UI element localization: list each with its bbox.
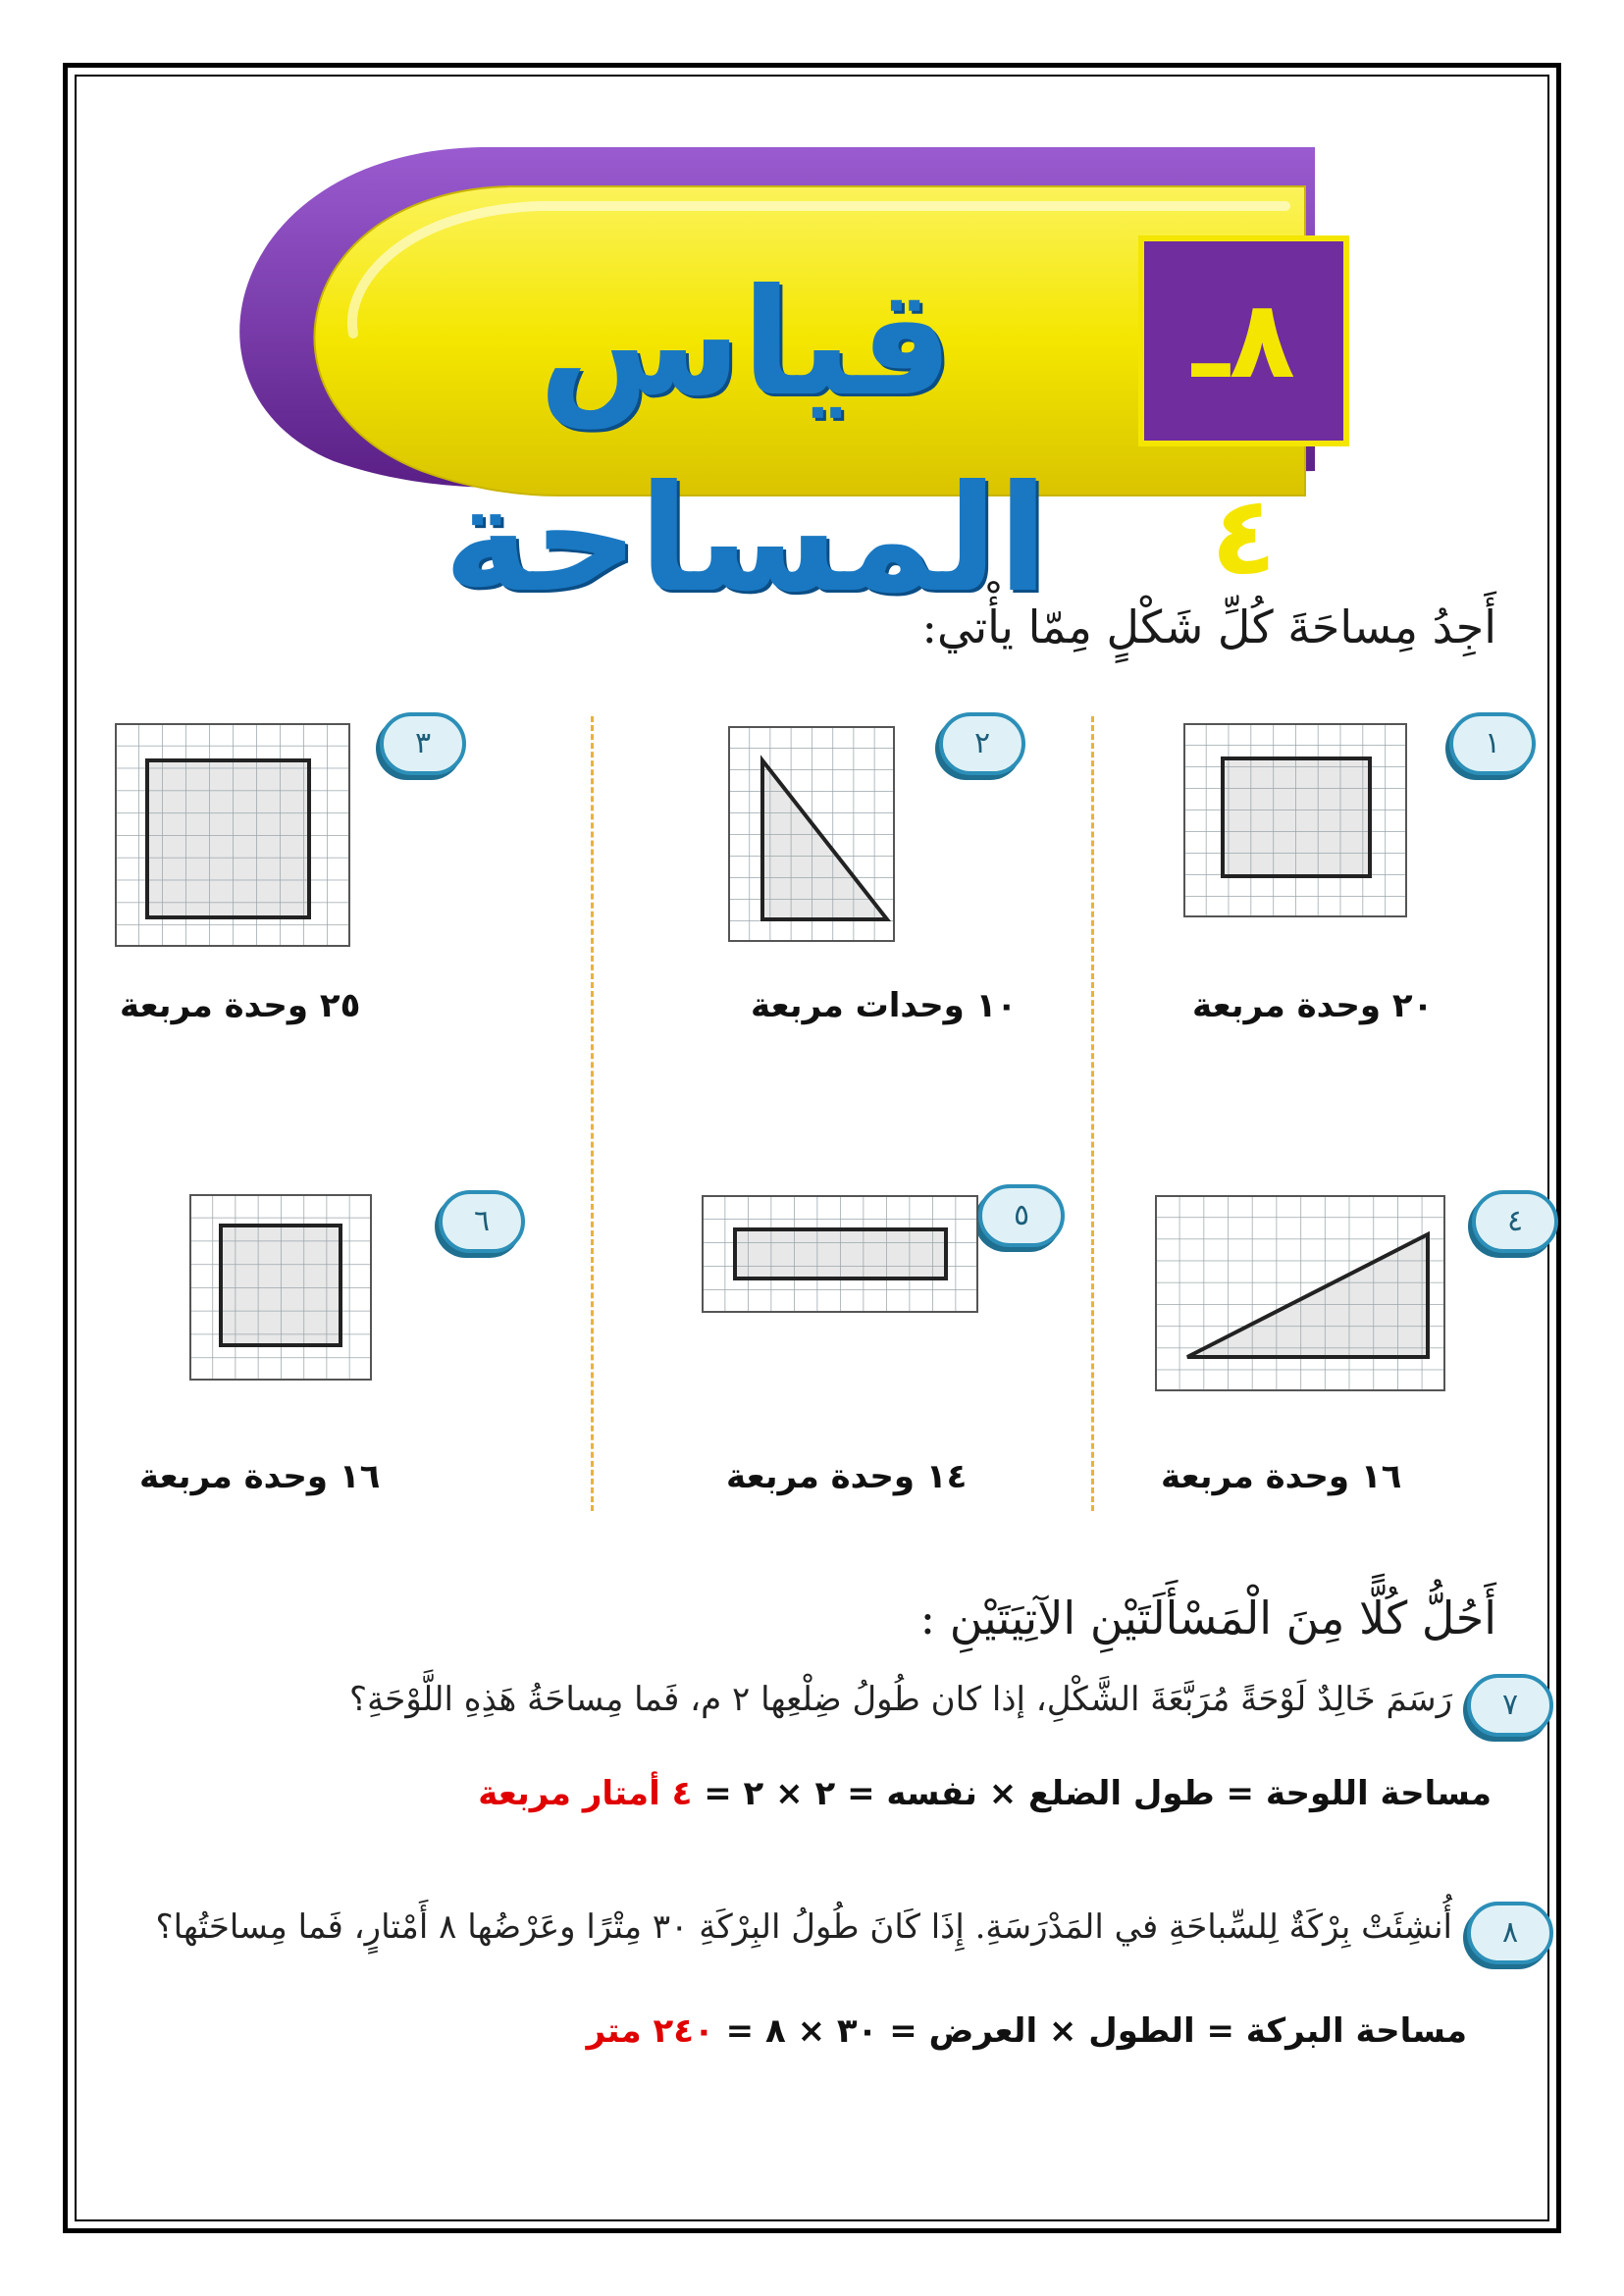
lesson-title: قياس المساحة <box>443 258 1049 625</box>
section2-instruction: أَحُلُّ كُلًّا مِنَ الْمَسْأَلَتَيْنِ الآتِيَتَيْنِ : <box>919 1592 1496 1644</box>
column-divider <box>1091 716 1094 1511</box>
solution-expression: مساحة اللوحة = طول الضلع × نفسه = ٢ × ٢ = <box>692 1774 1492 1813</box>
figure-answer: ٢٥ وحدة مربعة <box>120 986 361 1025</box>
grid-figure-triangle <box>728 726 895 942</box>
column-divider <box>591 716 594 1511</box>
solution-result: ٢٤٠ متر <box>586 2011 714 2051</box>
grid-figure-square <box>189 1194 372 1381</box>
question-number-badge: ٧ <box>1467 1674 1553 1737</box>
question-number-badge: ٨ <box>1467 1902 1553 1964</box>
question-number-badge: ٣ <box>380 712 466 775</box>
question-number-badge: ٥ <box>978 1184 1065 1247</box>
lesson-banner <box>186 147 1364 625</box>
grid-figure-rectangle <box>702 1195 978 1313</box>
problem-text: رَسَمَ خَالِدٌ لَوْحَةً مُرَبَّعَةَ الشَّكْلِ، إذا كان طُولُ ضِلْعِها ٢ م، فَما مِساحَةُ هَذِهِ اللَّوْحَةِ؟ <box>349 1680 1452 1719</box>
lesson-number-badge: ٨ـ ٤ <box>1138 235 1349 446</box>
grid-figure-square <box>115 723 350 947</box>
figure-answer: ١٦ وحدة مربعة <box>139 1457 381 1496</box>
solution-expression: مساحة البركة = الطول × العرض = ٣٠ × ٨ = <box>713 2011 1467 2051</box>
grid-figure-triangle <box>1155 1195 1445 1391</box>
problem-text: أُنشِئَتْ بِرْكَةٌ لِلسِّباحَةِ في المَدْرَسَةِ. إِذَا كَانَ طُولُ البِرْكَةِ ٣٠ مِتْرًا وعَرْضُها ٨ أَمْتارٍ، فَما مِساحَتُها؟ <box>155 1907 1452 1947</box>
problem-solution <box>587 2011 1467 2051</box>
solution-result: ٤ أمتار مربعة <box>478 1774 693 1813</box>
figure-answer: ١٦ وحدة مربعة <box>1161 1457 1402 1496</box>
question-number-badge: ١ <box>1449 712 1536 775</box>
question-number-badge: ٢ <box>939 712 1025 775</box>
figure-answer: ١٤ وحدة مربعة <box>726 1457 968 1496</box>
figure-answer: ١٠ وحدات مربعة <box>751 986 1018 1025</box>
question-number-badge: ٦ <box>439 1190 525 1253</box>
grid-figure-rectangle <box>1183 723 1407 917</box>
figure-answer: ٢٠ وحدة مربعة <box>1192 986 1434 1025</box>
question-number-badge: ٤ <box>1472 1190 1558 1253</box>
section1-instruction: أَجِدُ مِساحَةَ كُلِّ شَكْلٍ مِمّا يأْتي: <box>921 600 1496 653</box>
problem-solution <box>478 1774 1492 1813</box>
